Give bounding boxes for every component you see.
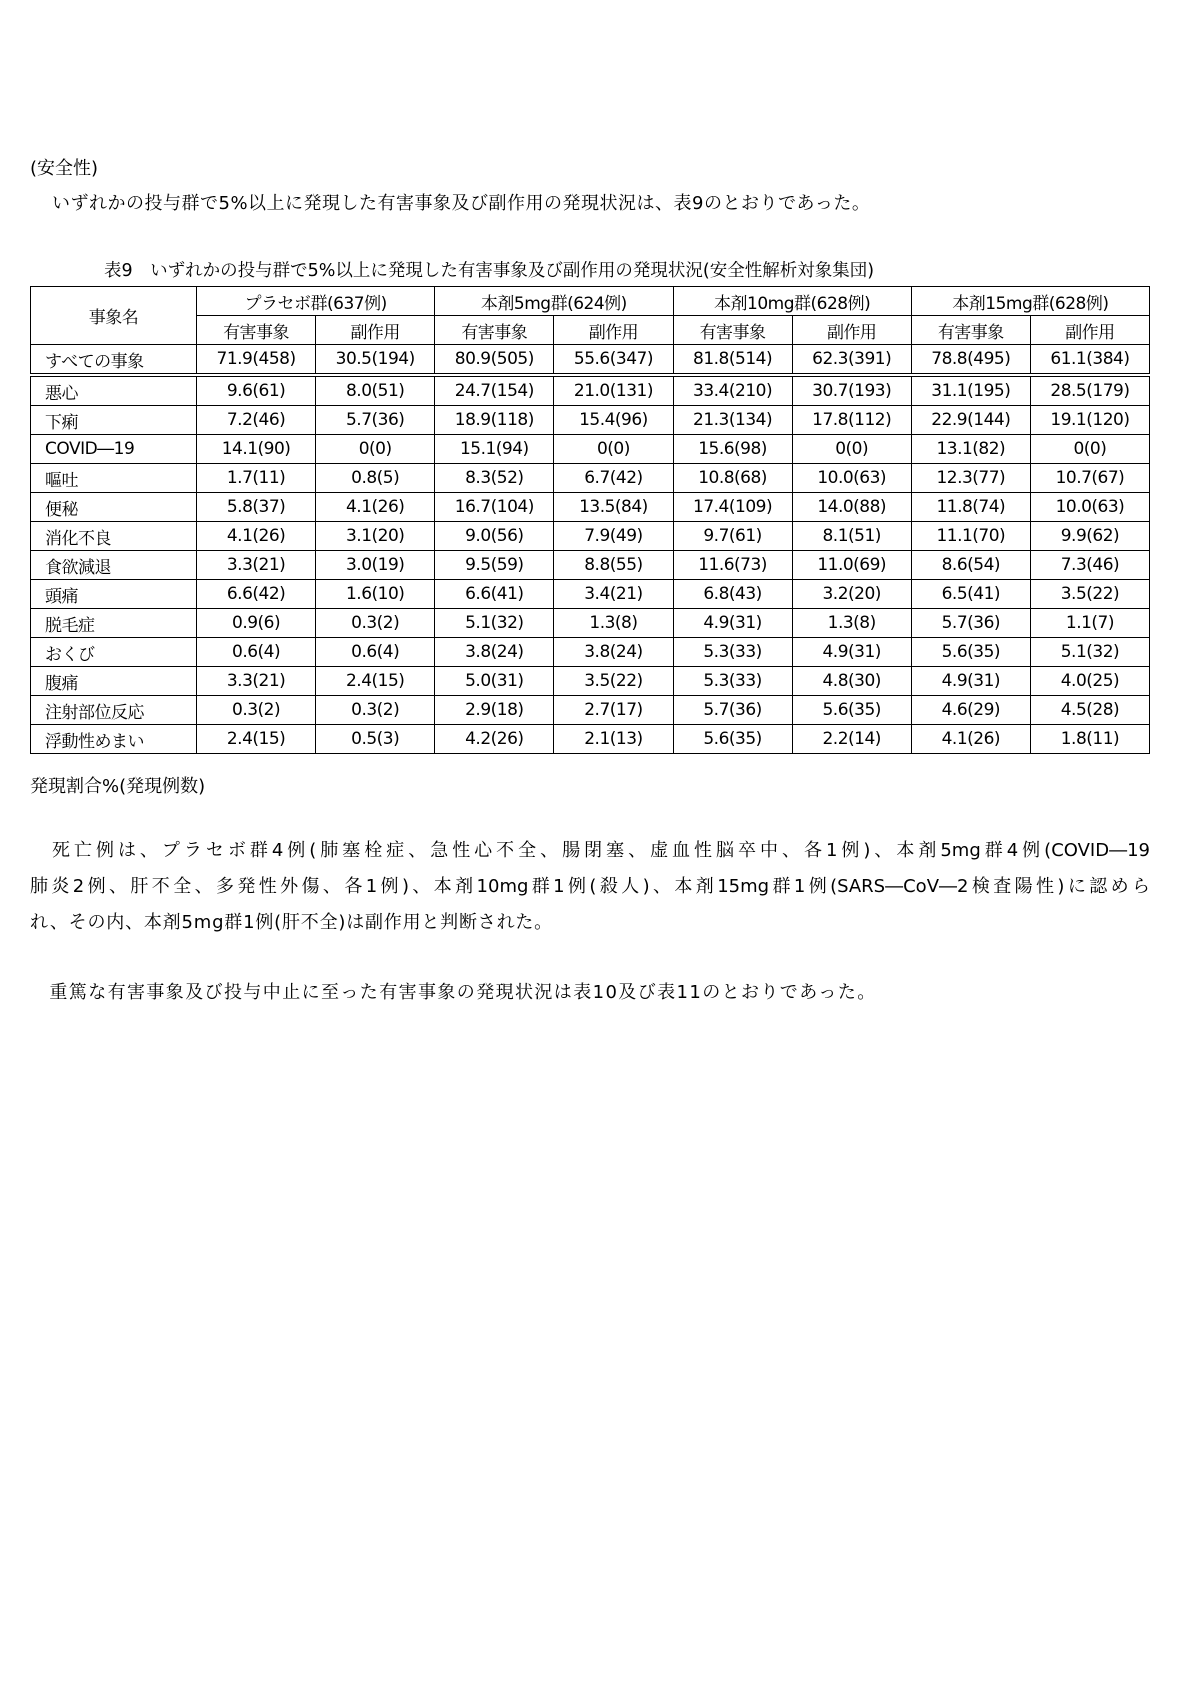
value-cell: 2.9(18) [435,696,554,725]
value-cell: 0.6(4) [197,638,316,667]
value-cell: 1.7(11) [197,464,316,493]
value-cell: 1.8(11) [1030,725,1149,754]
value-cell: 14.0(88) [792,493,911,522]
value-cell: 1.3(8) [554,609,673,638]
value-cell: 0(0) [1030,435,1149,464]
event-name-cell: 嘔吐 [31,464,197,493]
value-cell: 8.0(51) [316,375,435,406]
value-cell: 3.1(20) [316,522,435,551]
value-cell: 3.5(22) [1030,580,1149,609]
value-cell: 0.9(6) [197,609,316,638]
event-name-cell: 頭痛 [31,580,197,609]
value-cell: 30.7(193) [792,375,911,406]
value-cell: 5.3(33) [673,638,792,667]
value-cell: 61.1(384) [1030,345,1149,376]
value-cell: 3.8(24) [435,638,554,667]
value-cell: 15.4(96) [554,406,673,435]
value-cell: 11.6(73) [673,551,792,580]
value-cell: 11.8(74) [911,493,1030,522]
value-cell: 0.3(2) [197,696,316,725]
value-cell: 0.3(2) [316,609,435,638]
value-cell: 5.6(35) [911,638,1030,667]
value-cell: 13.5(84) [554,493,673,522]
deaths-paragraph-line: 死亡例は、プラセボ群4例(肺塞栓症、急性心不全、腸閉塞、虚血性脳卒中、各1例)、本剤5mg群4例(COVID―19 [30,840,1150,861]
value-cell: 71.9(458) [197,345,316,376]
value-cell: 6.8(43) [673,580,792,609]
value-cell: 62.3(391) [792,345,911,376]
side-effect-subheader: 副作用 [554,316,673,345]
event-name-cell: 浮動性めまい [31,725,197,754]
value-cell: 12.3(77) [911,464,1030,493]
value-cell: 2.7(17) [554,696,673,725]
table-caption: 表9 いずれかの投与群で5%以上に発現した有害事象及び副作用の発現状況(安全性解析対象集団) [104,261,875,281]
value-cell: 9.6(61) [197,375,316,406]
value-cell: 17.8(112) [792,406,911,435]
value-cell: 28.5(179) [1030,375,1149,406]
value-cell: 2.4(15) [316,667,435,696]
value-cell: 80.9(505) [435,345,554,376]
value-cell: 1.3(8) [792,609,911,638]
value-cell: 3.2(20) [792,580,911,609]
closing-paragraph: 重篤な有害事象及び投与中止に至った有害事象の発現状況は表10及び表11のとおりであった。 [30,982,877,1003]
event-name-header: 事象名 [31,287,197,345]
value-cell: 5.8(37) [197,493,316,522]
value-cell: 4.9(31) [911,667,1030,696]
value-cell: 4.0(25) [1030,667,1149,696]
value-cell: 4.9(31) [673,609,792,638]
value-cell: 10.0(63) [792,464,911,493]
value-cell: 5.0(31) [435,667,554,696]
table-row [31,522,1150,551]
value-cell: 21.0(131) [554,375,673,406]
table-row [31,551,1150,580]
table-row [31,493,1150,522]
value-cell: 4.6(29) [911,696,1030,725]
table-row [31,609,1150,638]
value-cell: 16.7(104) [435,493,554,522]
value-cell: 17.4(109) [673,493,792,522]
value-cell: 3.4(21) [554,580,673,609]
value-cell: 15.6(98) [673,435,792,464]
value-cell: 1.6(10) [316,580,435,609]
value-cell: 8.3(52) [435,464,554,493]
event-name-cell: 下痢 [31,406,197,435]
value-cell: 6.6(41) [435,580,554,609]
table-row [31,580,1150,609]
value-cell: 6.5(41) [911,580,1030,609]
value-cell: 4.1(26) [197,522,316,551]
table-row [31,464,1150,493]
value-cell: 22.9(144) [911,406,1030,435]
table-row [31,638,1150,667]
value-cell: 33.4(210) [673,375,792,406]
value-cell: 21.3(134) [673,406,792,435]
deaths-paragraph-line: 肺炎2例、肝不全、多発性外傷、各1例)、本剤10mg群1例(殺人)、本剤15mg群1例(SARS―CoV―2検査陽性)に認めら [30,876,1150,897]
event-name-cell: 注射部位反応 [31,696,197,725]
event-name-cell: おくび [31,638,197,667]
value-cell: 2.2(14) [792,725,911,754]
value-cell: 9.9(62) [1030,522,1149,551]
table-footnote: 発現割合%(発現例数) [30,776,206,797]
table-row [31,406,1150,435]
value-cell: 4.2(26) [435,725,554,754]
adverse-events-table [30,286,1150,754]
value-cell: 10.7(67) [1030,464,1149,493]
value-cell: 3.3(21) [197,551,316,580]
value-cell: 5.7(36) [673,696,792,725]
value-cell: 6.6(42) [197,580,316,609]
section-heading: (安全性) [30,158,99,179]
value-cell: 5.6(35) [792,696,911,725]
value-cell: 4.1(26) [911,725,1030,754]
value-cell: 11.0(69) [792,551,911,580]
value-cell: 13.1(82) [911,435,1030,464]
value-cell: 14.1(90) [197,435,316,464]
side-effect-subheader: 副作用 [316,316,435,345]
event-name-cell: 便秘 [31,493,197,522]
event-name-cell: すべての事象 [31,345,197,376]
value-cell: 3.0(19) [316,551,435,580]
group-header: プラセボ群(637例) [197,287,435,316]
value-cell: 30.5(194) [316,345,435,376]
value-cell: 10.0(63) [1030,493,1149,522]
value-cell: 31.1(195) [911,375,1030,406]
adverse-event-subheader: 有害事象 [673,316,792,345]
value-cell: 55.6(347) [554,345,673,376]
event-name-cell: 食欲減退 [31,551,197,580]
value-cell: 0.3(2) [316,696,435,725]
table-row [31,667,1150,696]
value-cell: 7.3(46) [1030,551,1149,580]
value-cell: 10.8(68) [673,464,792,493]
value-cell: 5.6(35) [673,725,792,754]
table-row [31,435,1150,464]
adverse-event-subheader: 有害事象 [435,316,554,345]
group-header: 本剤5mg群(624例) [435,287,673,316]
adverse-event-subheader: 有害事象 [197,316,316,345]
value-cell: 9.0(56) [435,522,554,551]
value-cell: 0.5(3) [316,725,435,754]
value-cell: 11.1(70) [911,522,1030,551]
value-cell: 9.5(59) [435,551,554,580]
value-cell: 0.6(4) [316,638,435,667]
value-cell: 18.9(118) [435,406,554,435]
value-cell: 81.8(514) [673,345,792,376]
value-cell: 5.1(32) [435,609,554,638]
value-cell: 1.1(7) [1030,609,1149,638]
value-cell: 4.9(31) [792,638,911,667]
side-effect-subheader: 副作用 [792,316,911,345]
value-cell: 5.1(32) [1030,638,1149,667]
group-header: 本剤15mg群(628例) [911,287,1149,316]
value-cell: 2.1(13) [554,725,673,754]
value-cell: 78.8(495) [911,345,1030,376]
table-row [31,725,1150,754]
value-cell: 8.1(51) [792,522,911,551]
event-name-cell: 悪心 [31,375,197,406]
event-name-cell: 腹痛 [31,667,197,696]
deaths-paragraph-line: れ、その内、本剤5mg群1例(肝不全)は副作用と判断された。 [30,912,553,933]
value-cell: 4.1(26) [316,493,435,522]
value-cell: 4.5(28) [1030,696,1149,725]
value-cell: 4.8(30) [792,667,911,696]
value-cell: 15.1(94) [435,435,554,464]
value-cell: 0(0) [554,435,673,464]
value-cell: 5.3(33) [673,667,792,696]
adverse-event-subheader: 有害事象 [911,316,1030,345]
value-cell: 5.7(36) [911,609,1030,638]
group-header: 本剤10mg群(628例) [673,287,911,316]
value-cell: 3.3(21) [197,667,316,696]
value-cell: 3.8(24) [554,638,673,667]
value-cell: 2.4(15) [197,725,316,754]
event-name-cell: 消化不良 [31,522,197,551]
value-cell: 7.9(49) [554,522,673,551]
event-name-cell: 脱毛症 [31,609,197,638]
intro-paragraph: いずれかの投与群で5%以上に発現した有害事象及び副作用の発現状況は、表9のとおりであった。 [52,193,871,214]
table-row [31,375,1150,406]
value-cell: 19.1(120) [1030,406,1149,435]
value-cell: 24.7(154) [435,375,554,406]
value-cell: 3.5(22) [554,667,673,696]
value-cell: 6.7(42) [554,464,673,493]
value-cell: 7.2(46) [197,406,316,435]
value-cell: 0(0) [792,435,911,464]
table-row [31,345,1150,376]
event-name-cell: COVID―19 [31,435,197,464]
value-cell: 5.7(36) [316,406,435,435]
side-effect-subheader: 副作用 [1030,316,1149,345]
value-cell: 0(0) [316,435,435,464]
table-row [31,696,1150,725]
value-cell: 8.8(55) [554,551,673,580]
value-cell: 9.7(61) [673,522,792,551]
value-cell: 0.8(5) [316,464,435,493]
value-cell: 8.6(54) [911,551,1030,580]
